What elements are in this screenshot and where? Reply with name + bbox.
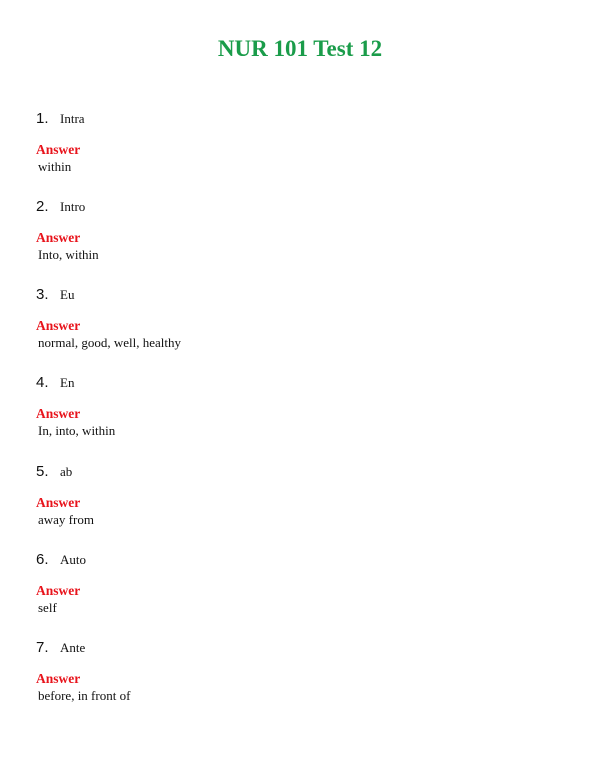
- question-term: Intra: [60, 111, 85, 126]
- question-line: [36, 285, 556, 305]
- question-item: [36, 197, 556, 264]
- question-number: 5.: [36, 463, 49, 480]
- answer-label: Answer: [36, 230, 81, 245]
- question-term: Auto: [60, 552, 86, 567]
- question-item: [36, 109, 556, 176]
- page-title: NUR 101 Test 12: [217, 36, 383, 61]
- question-line: [36, 373, 556, 393]
- answer-label: Answer: [36, 583, 81, 598]
- question-term: Eu: [60, 287, 75, 302]
- question-number: 2.: [36, 198, 49, 215]
- question-line: [36, 550, 556, 570]
- question-line: [36, 462, 556, 482]
- question-number: 6.: [36, 551, 49, 568]
- question-item: [36, 462, 556, 529]
- answer-label: Answer: [36, 142, 81, 157]
- answer-label: Answer: [36, 495, 81, 510]
- question-term: Ante: [60, 640, 86, 655]
- question-term: En: [60, 375, 75, 390]
- question-number: 3.: [36, 286, 49, 303]
- question-item: [36, 638, 556, 705]
- question-line: [36, 197, 556, 217]
- answer-text: normal, good, well, healthy: [38, 335, 181, 350]
- answer-label: Answer: [36, 406, 81, 421]
- question-number: 7.: [36, 639, 49, 656]
- answer-label: Answer: [36, 318, 81, 333]
- question-term: ab: [60, 464, 73, 479]
- answer-text: In, into, within: [38, 423, 116, 438]
- question-term: Intro: [60, 199, 86, 214]
- question-line: [36, 109, 556, 129]
- question-item: [36, 285, 556, 352]
- question-item: [36, 550, 556, 617]
- question-number: 4.: [36, 374, 49, 391]
- question-item: [36, 373, 556, 440]
- answer-label: Answer: [36, 671, 81, 686]
- answer-text: within: [38, 159, 72, 174]
- answer-text: self: [38, 600, 57, 615]
- answer-text: Into, within: [38, 247, 99, 262]
- answer-text: before, in front of: [38, 688, 131, 703]
- answer-text: away from: [38, 512, 94, 527]
- question-line: [36, 638, 556, 658]
- question-number: 1.: [36, 110, 49, 127]
